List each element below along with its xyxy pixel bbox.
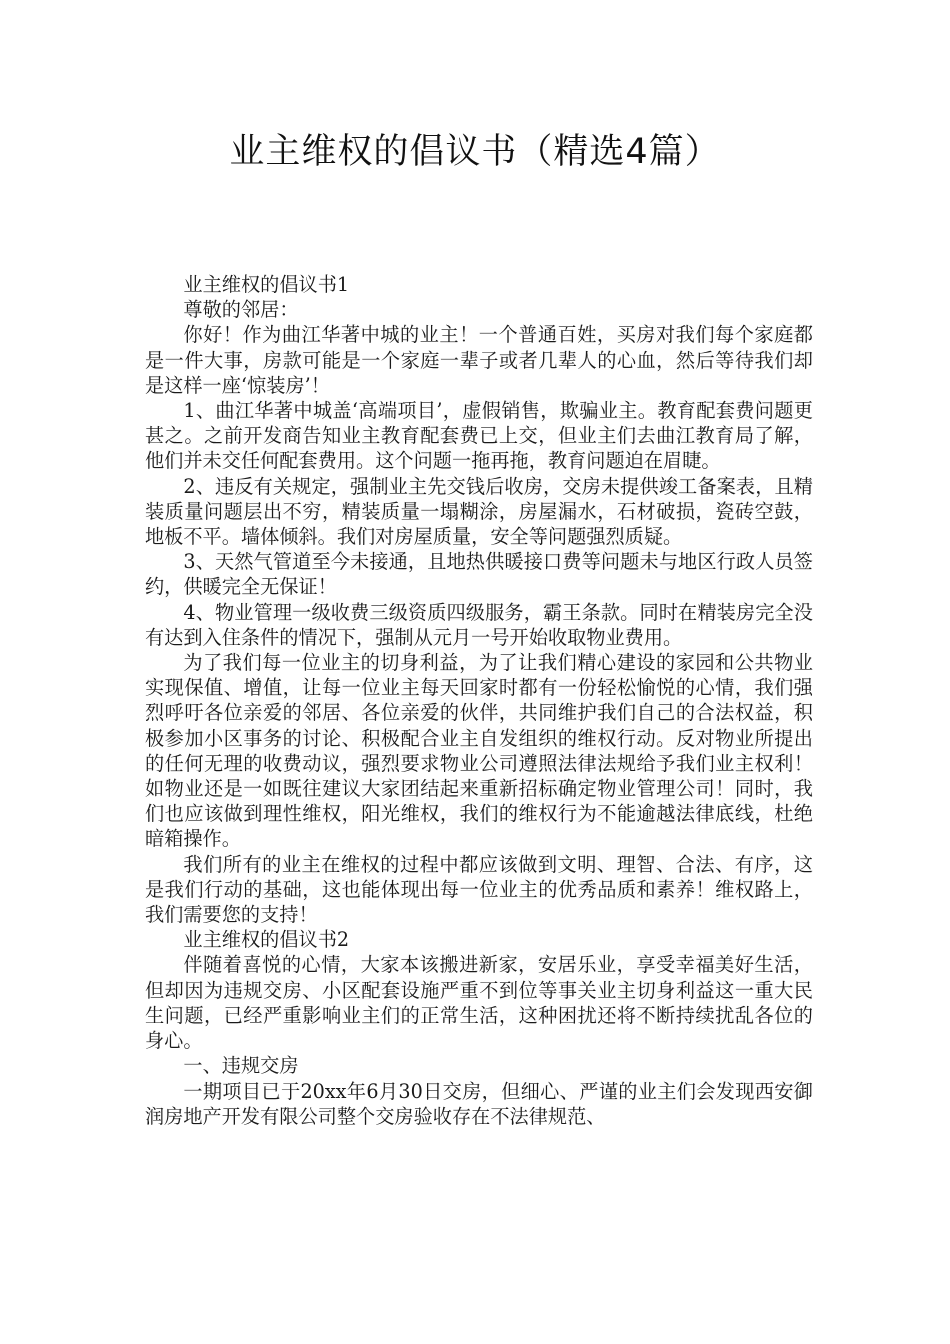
paragraph: 3、天然气管道至今未接通，且地热供暖接口费等问题未与地区行政人员签约，供暖完全无保证！: [145, 550, 813, 599]
paragraph: 一期项目已于20xx年6月30日交房，但细心、严谨的业主们会发现西安御润房地产开发有限公司整个交房验收存在不法律规范、: [145, 1079, 813, 1128]
salutation: 尊敬的邻居：: [183, 298, 299, 322]
section-heading: 业主维权的倡议书1: [183, 273, 350, 296]
paragraph: 伴随着喜悦的心情，大家本该搬进新家，安居乐业，享受幸福美好生活，但却因为违规交房、小区配套设施严重不到位等事关业主切身利益这一重大民生问题，已经严重影响业主们的正常生活，这种困扰还将不断持续扰乱各位的身心。: [145, 953, 813, 1053]
paragraph: 1、曲江华著中城盖‘高端项目’，虚假销售，欺骗业主。教育配套费问题更甚之。之前开发商告知业主教育配套费已上交，但业主们去曲江教育局了解，他们并未交任何配套费用。这个问题一拖再拖，教育问题迫在眉睫。: [145, 399, 813, 473]
paragraph: 为了我们每一位业主的切身利益，为了让我们精心建设的家园和公共物业实现保值、增值，让每一位业主每天回家时都有一份轻松愉悦的心情，我们强烈呼吁各位亲爱的邻居、各位亲爱的伙伴，共同维护我们自己的合法权益，积极参加小区事务的讨论、积极配合业主自发组织的维权行动。反对物业所提出的任何无理的收费动议，强烈要求物业公司遵照法律法规给予我们业主权利！如物业还是一如既往建议大家团结起来重新招标确定物业管理公司！同时，我们也应该做到理性维权，阳光维权，我们的维权行为不能逾越法律底线，杜绝暗箱操作。: [145, 651, 813, 851]
paragraph: 4、物业管理一级收费三级资质四级服务，霸王条款。同时在精装房完全没有达到入住条件的情况下，强制从元月一号开始收取物业费用。: [145, 600, 813, 649]
document-body: [145, 272, 813, 1129]
section-heading: 业主维权的倡议书2: [183, 928, 350, 952]
paragraph: 我们所有的业主在维权的过程中都应该做到文明、理智、合法、有序，这是我们行动的基础，这也能体现出每一位业主的优秀品质和素养！维权路上，我们需要您的支持！: [145, 852, 813, 927]
paragraph: 2、违反有关规定，强制业主先交钱后收房，交房未提供竣工备案表，且精装质量问题层出不穷，精装质量一塌糊涂，房屋漏水，石材破损，瓷砖空鼓，地板不平。墙体倾斜。我们对房屋质量，安全等问题强烈质疑。: [145, 474, 813, 549]
subsection-heading: 一、违规交房: [183, 1054, 299, 1078]
document-title: 业主维权的倡议书（精选4篇）: [229, 132, 721, 172]
paragraph: 你好！作为曲江华著中城的业主！一个普通百姓，买房对我们每个家庭都是一件大事，房款可能是一个家庭一辈子或者几辈人的心血，然后等待我们却是这样一座‘惊装房’！: [145, 323, 813, 397]
